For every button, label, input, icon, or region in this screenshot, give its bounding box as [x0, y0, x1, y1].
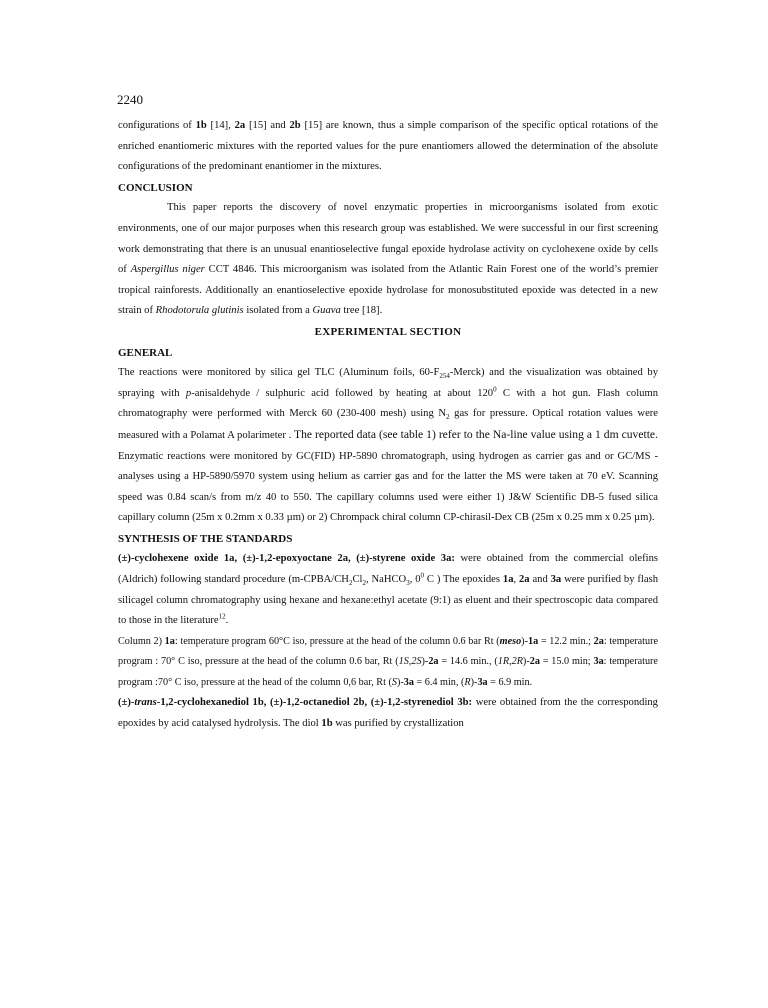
article-body: [118, 116, 658, 734]
experimental-heading: EXPERIMENTAL SECTION: [314, 325, 462, 338]
column-conditions-paragraph: Column 2) 1a: temperature program 60°C iso, pressure at the head of the column 0.6 bar Rt (meso)-1a = 12.2 min.; 2a: temperature program : 70° C iso, pressure at the head of the column 0.6 bar, Rt (1S,2S)-2a = 14.6 min., (1R,2R)-2a = 15.0 min; 3a: temperature program :70° C iso, pressure at the head of the column 0,6 bar, Rt (S)-3a = 6.4 min, (R)-3a = 6.9 min.: [118, 635, 658, 688]
general-heading: GENERAL: [118, 346, 173, 359]
synthesis-paragraph: (±)-cyclohexene oxide 1a, (±)-1,2-epoxyoctane 2a, (±)-styrene oxide 3a: were obtained from the commercial olefins (Aldrich) following standard procedure ($m-CPBA/CH_2Cl_2$, NaHCO$_3$, $0^0$ C ) The epoxides 1a, 2a and 3a were purified by flash silicagel column chromatography using hexane and hexane:ethyl acetate (9:1) as eluent and their spectroscopic data compared to those in the literature$^{12}$.: [118, 553, 659, 627]
intro-paragraph: configurations of 1b [14], 2a [15] and 2b [15] are known, thus a simple comparison of the specific optical rotations of the enriched enantiomeric mixtures with the reported values for the pure enantiomers allowed the determination of the absolute configurations of the predominant enantiomer in the mixtures.: [118, 120, 658, 173]
diol-paragraph: (±)-trans-1,2-cyclohexanediol 1b, (±)-1,2-octanediol 2b, (±)-1,2-styrenediol 3b: were obtained from the the corresponding epoxides by acid catalysed hydrolysis. The diol 1b was purified by crystallization: [118, 697, 658, 729]
general-paragraph: The reactions were monitored by silica gel TLC (Aluminum foils, $60-F_{254}-Merck$) and the visualization was obtained by spraying with p-anisaldehyde / sulphuric acid followed by heating at about $120^0$ C with a hot gun. Flash column chromatography were performed with Merck 60 (230-400 mesh) using $N_2$ gas for pressure. Optical rotation values were measured with a Polamat A polarimeter . The reported data (see table 1) refer to the Na-line value using a 1 dm cuvette. Enzymatic reactions were monitored by GC(FID) HP-5890 chromatograph, using hydrogen as carrier gas and or GC/MS -analyses using a HP-5890/5970 system using helium as carrier gas and for the latter the MS were taken at 70 eV. Scanning speed was 0.84 scan/s from m/z 40 to 550. The capillary columns used were either 1) J&W Scientific DB-5 fused silica capillary column (25m x 0.2mm x 0.33 µm) or 2) Chrompack chiral column CP-chirasil-Dex CB (25m x 0.25 mm x 0.25 µm).: [118, 367, 658, 524]
page-number: 2240: [117, 92, 143, 107]
synthesis-heading: SYNTHESIS OF THE STANDARDS: [118, 532, 293, 545]
conclusion-heading: CONCLUSION: [118, 181, 193, 194]
conclusion-paragraph: This paper reports the discovery of novel enzymatic properties in microorganisms isolated from exotic environments, one of our major purposes when this research group was established. We were successful in our first screening work demonstrating that there is an unusual enantioselective fungal epoxide hydrolase activity on cyclohexene oxide by cells of Aspergillus niger CCT 4846. This microorganism was isolated from the Atlantic Rain Forest one of the world’s premier tropical rainforests. Additionally an enantioselective epoxide hydrolase for monosubstituted epoxide was detected in a new strain of Rhodotorula glutinis isolated from a Guava tree [18].: [118, 202, 658, 317]
